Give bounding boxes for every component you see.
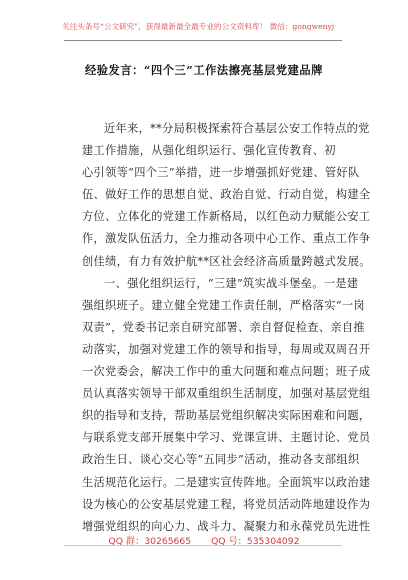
- document-title: 经验发言：“四个三”工作法擦亮基层党建品牌: [84, 63, 324, 77]
- document-body: [82, 118, 371, 538]
- qq-number-label: QQ 号：: [211, 536, 247, 547]
- body-line: 建工作措施，从强化组织运行、强化宣传教育、初: [82, 144, 336, 158]
- qq-group-number: 30265665: [144, 536, 192, 547]
- body-line: 设为核心的公安基层党建工程，将党员活动阵地建设作为: [82, 497, 371, 511]
- qq-group-label: QQ 群：: [108, 536, 145, 547]
- body-line: 一次党委会，解决工作中的重大问题和难点问题；班子成: [82, 365, 371, 379]
- body-line: 动落实，加强对党建工作的领导和指导，每周或双周召开: [82, 342, 371, 356]
- body-line: 增强党组织的向心力、战斗力、凝聚力和永葆党员先进性: [82, 519, 371, 533]
- body-line: 创佳绩，有力有效护航**区社会经济高质量跨越式发展。: [82, 254, 371, 268]
- body-line: 心引领等“四个三”举措，进一步增强抓好党建、管好队: [82, 166, 360, 180]
- body-line: 强组织班子。建立健全党建工作责任制，严格落实“一岗: [82, 298, 365, 312]
- body-line: 与联系党支部开展集中学习、党课宣讲、主题讨论、党员: [82, 431, 371, 445]
- header-divider: [64, 40, 342, 41]
- body-line: 方位、立体化的党建工作新格局，以红色动力赋能公安工: [82, 210, 371, 224]
- qq-number: 535304092: [246, 536, 300, 547]
- body-line: 生活规范化运行。二是建实宣传阵地。全面筑牢以政治建: [82, 475, 371, 489]
- body-line: 近年来，**分局积极探索符合基层公安工作特点的党: [104, 122, 370, 135]
- body-line: 伍、做好工作的思想自觉、政治自觉、行动自觉，构建全: [82, 188, 371, 202]
- body-line: 政治生日、谈心交心等“五同步”活动，推动各支部组织: [82, 453, 360, 467]
- body-line: 作，激发队伍活力，全力推动各项中心工作、重点工作争: [82, 232, 371, 246]
- footer-divider: [64, 545, 342, 546]
- body-line: 织的指导和支持，帮助基层党组织解决实际困难和问题，: [82, 409, 371, 423]
- body-line: 员认真落实领导干部双重组织生活制度，加强对基层党组: [82, 387, 371, 401]
- body-line: 一、强化组织运行，“三建”筑实战斗堡垒。一是建: [104, 276, 359, 290]
- body-line: 双责”，党委书记亲自研究部署、亲自督促检查、亲自推: [82, 320, 365, 334]
- header-banner: 关注头条号“公文研究”，获得最新最全最专业的公文资料库！ 微信：gongwenyj: [62, 22, 335, 31]
